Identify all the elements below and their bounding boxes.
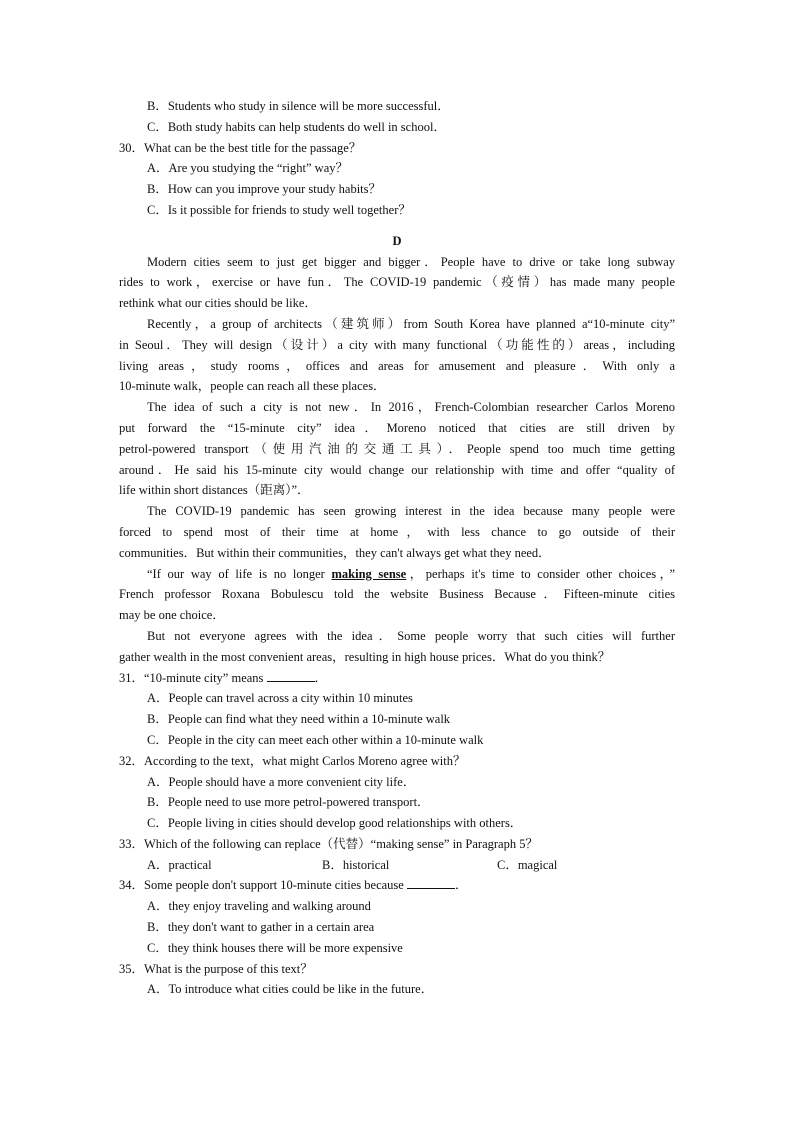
- paragraph-line: around．He said his 15-minute city would change our relationship with time and offer “quality of: [119, 462, 675, 477]
- paragraph-line: petrol-powered transport（使用汽油的交通工具）．People spend too much time getting: [119, 441, 675, 456]
- q33-options: [119, 855, 675, 876]
- q35-stem: 35．What is the purpose of this text？: [119, 961, 313, 976]
- q29-option-b: B．Students who study in silence will be more successful．: [147, 99, 450, 113]
- paragraph-2: [119, 314, 675, 397]
- q34-stem-text: 34．Some people don't support 10-minute cities because: [119, 878, 404, 893]
- q35-option-a: A．To introduce what cities could be like in the future．: [147, 982, 434, 997]
- paragraph-line: forced to spend most of their time at home，with less chance to go outside of their: [119, 524, 675, 539]
- paragraph-6: [119, 626, 675, 668]
- q32-stem: 32．According to the text，what might Carlos Moreno agree with？: [119, 753, 466, 768]
- paragraph-line: may be one choice．: [119, 608, 225, 623]
- paragraph-line: gather wealth in the most convenient areas，resulting in high house prices．What do you think？: [119, 649, 611, 664]
- paragraph-line: French professor Roxana Bobulescu told the website Business Because．Fifteen-minute cities: [119, 587, 675, 602]
- q33-stem: 33．Which of the following can replace（代替）“making sense” in Paragraph 5？: [119, 836, 538, 851]
- q31-option-a: A．People can travel across a city within 10 minutes: [147, 691, 413, 706]
- paragraph-line: life within short distances（距离）”．: [119, 483, 310, 498]
- paragraph-line: Recently，a group of architects（建筑师）from South Korea have planned a“10-minute city”: [147, 316, 675, 331]
- q31-stem: [119, 668, 675, 689]
- paragraph-line: rethink what our cities should be like．: [119, 296, 317, 311]
- paragraph-5: [119, 564, 675, 626]
- q34-option-b: B．they don't want to gather in a certain area: [147, 920, 375, 935]
- p5-making-sense: making sense: [331, 566, 407, 581]
- paragraph-4: [119, 501, 675, 563]
- q30-stem: 30．What can be the best title for the passage？: [119, 140, 362, 155]
- paragraph-line: 10-minute walk，people can reach all these places．: [119, 379, 386, 394]
- paragraph-line: rides to work，exercise or have fun．The COVID-19 pandemic（疫情）has made many people: [119, 275, 675, 290]
- exam-page: [119, 96, 675, 1000]
- q30-option-c: C．Is it possible for friends to study well together？: [147, 202, 411, 217]
- section-title: D: [392, 233, 402, 248]
- q33-option-c: C．magical: [497, 857, 558, 872]
- q34-stem-end: ．: [454, 878, 468, 893]
- paragraph-line: The COVID-19 pandemic has seen growing interest in the idea because many people were: [147, 504, 675, 519]
- paragraph-line: But not everyone agrees with the idea．Some people worry that such cities will further: [147, 628, 675, 643]
- paragraph-3: [119, 397, 675, 501]
- q32-option-b: B．People need to use more petrol-powered transport．: [147, 795, 430, 810]
- q31-stem-end: ．: [314, 670, 328, 685]
- q34-option-a: A．they enjoy traveling and walking around: [147, 899, 371, 914]
- paragraph-line: [119, 564, 675, 585]
- paragraph-line: in Seoul．They will design（设计）a city with many functional（功能性的）areas，including: [119, 337, 675, 352]
- q33-option-b: B．historical: [322, 857, 390, 872]
- q31-stem-text: 31．“10-minute city” means: [119, 670, 264, 685]
- paragraph-line: communities．But within their communities，they can't always get what they need．: [119, 545, 551, 560]
- q31-option-b: B．People can find what they need within a 10-minute walk: [147, 712, 451, 727]
- p5-text-after: ，perhaps it's time to consider other choices，”: [406, 566, 675, 581]
- q32-option-c: C．People living in cities should develop good relationships with others．: [147, 816, 523, 831]
- q31-option-c: C．People in the city can meet each other within a 10-minute walk: [147, 732, 484, 747]
- q33-option-a: A．practical: [147, 857, 212, 872]
- paragraph-line: The idea of such a city is not new．In 2016，French-Colombian researcher Carlos Moreno: [147, 400, 675, 415]
- paragraph-line: Modern cities seem to just get bigger and bigger．People have to drive or take long subway: [147, 254, 675, 269]
- paragraph-line: put forward the “15-minute city” idea．Moreno noticed that cities are still driven by: [119, 420, 675, 435]
- q30-option-b: B．How can you improve your study habits？: [147, 182, 382, 197]
- answer-blank[interactable]: [267, 669, 315, 682]
- q30-option-a: A．Are you studying the “right” way？: [147, 161, 349, 176]
- q34-stem: [119, 875, 675, 896]
- paragraph-1: [119, 252, 675, 314]
- paragraph-line: living areas，study rooms，offices and areas for amusement and pleasure．With only a: [119, 358, 675, 373]
- q29-option-c: C．Both study habits can help students do well in school．: [147, 119, 446, 134]
- q34-option-c: C．they think houses there will be more expensive: [147, 940, 403, 955]
- answer-blank[interactable]: [407, 876, 455, 889]
- p5-text-before: “If our way of life is no longer: [147, 566, 332, 581]
- q32-option-a: A．People should have a more convenient city life．: [147, 774, 416, 789]
